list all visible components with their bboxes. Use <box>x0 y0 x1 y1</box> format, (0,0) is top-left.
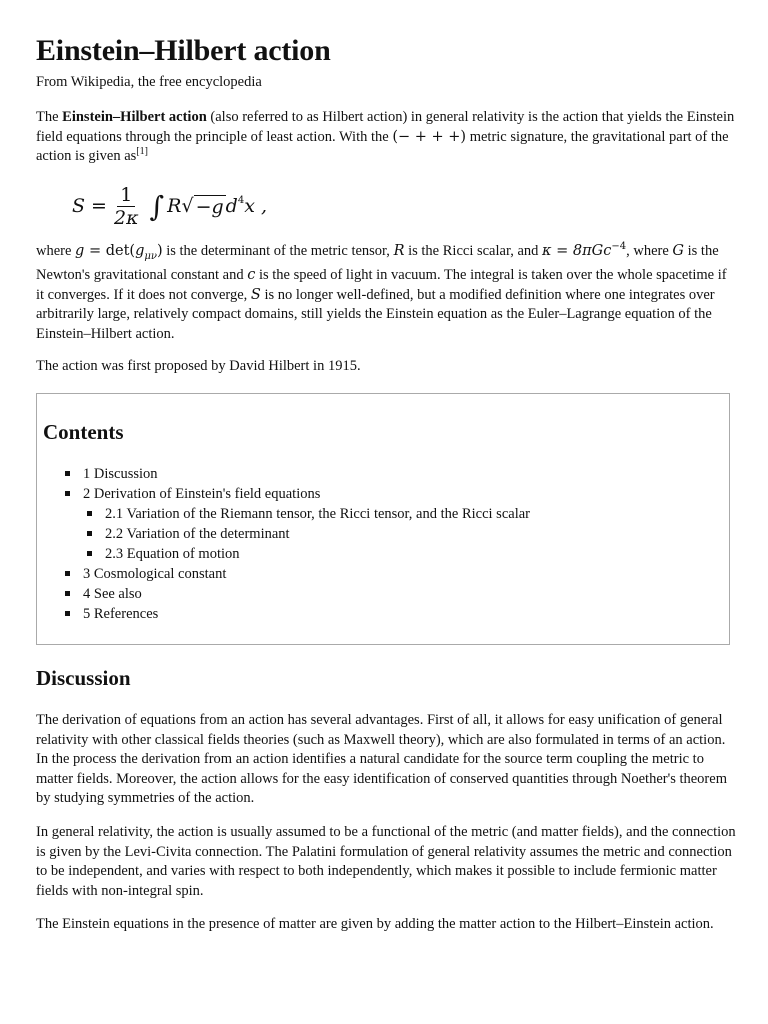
toc-item-references[interactable]: 5 References <box>65 604 530 624</box>
toc-sublist <box>65 504 530 564</box>
section-heading-discussion: Discussion <box>36 666 131 690</box>
metric-signature: (− + + +) <box>392 128 467 145</box>
toc-item-derivation[interactable]: 2 Derivation of Einstein's field equations <box>65 484 530 504</box>
toc-title: Contents <box>43 420 124 444</box>
sqrt-body: −g <box>195 195 224 218</box>
toc-item-equation-of-motion[interactable]: 2.3 Equation of motion <box>87 544 530 564</box>
intro-paragraph-2: where $g = \det(g_{\mu\nu})$ is the determinant of the metric tensor, R is the Ricci scalar, and κ = 8πGc$^{-4}$, where G is the Newton's gravitational constant and c is the speed of light in vacuum. The integral is taken over the whole spacetime if it converges. If it does not converge, S is no longer well-defined, but a modified definition where one integrates over arbitrarily large, relatively compact domains, still yields the Einstein equation as the Euler–Lagrange equation of the Einstein–Hilbert action. <box>36 241 727 342</box>
toc-item-discussion[interactable]: 1 Discussion <box>65 464 530 484</box>
table-of-contents <box>36 393 730 645</box>
toc-item-cosmological-constant[interactable]: 3 Cosmological constant <box>65 564 530 584</box>
toc-item-variation-riemann[interactable]: 2.1 Variation of the Riemann tensor, the Ricci tensor, and the Ricci scalar <box>87 504 530 524</box>
toc-list <box>65 464 530 624</box>
sqrt-sign: √ <box>181 195 194 217</box>
intro-paragraph-3: The action was first proposed by David Hilbert in 1915. <box>36 358 361 374</box>
action-equation: S = $\frac{1}{2\kappa}$ ∫ R √ −g d 4 x , <box>72 183 267 229</box>
discussion-paragraph-3: The Einstein equations in the presence of matter are given by adding the matter action to the Hilbert–Einstein action. <box>36 916 714 932</box>
discussion-paragraph-2: In general relativity, the action is usually assumed to be a functional of the metric (and matter fields), and the connection is given by the Levi-Civita connection. The Palatini formulation of general relativity assumes the metric and connection to be independent, and varies with respect to both independently, which makes it possible to include fermionic matter fields with non-integral spin. <box>36 824 736 899</box>
integral-sign: ∫ <box>149 189 165 223</box>
page-title: Einstein–Hilbert action <box>36 34 331 67</box>
bold-term: Einstein–Hilbert action <box>62 109 207 125</box>
reference-link[interactable]: [1] <box>136 146 148 158</box>
page-subtitle: From Wikipedia, the free encyclopedia <box>36 74 262 90</box>
intro-paragraph-1: The Einstein–Hilbert action (also referred to as Hilbert action) in general relativity is the action that yields the Einstein field equations through the principle of least action. With the (− + + +) metric signature, the gravitational part of the action is given as[1] <box>36 109 735 164</box>
fraction: $\frac{1}{2\kappa}$ <box>113 183 139 229</box>
toc-item-see-also[interactable]: 4 See also <box>65 584 530 604</box>
toc-item-variation-determinant[interactable]: 2.2 Variation of the determinant <box>87 524 530 544</box>
discussion-paragraph-1: The derivation of equations from an action has several advantages. First of all, it allows for easy unification of general relativity with other classical fields theories (such as Maxwell theory), which are also formulated in terms of an action. In the process the derivation from an action identifies a natural candidate for the source term coupling the metric to matter fields. Moreover, the action allows for the easy identification of conserved quantities through Noether's theorem by studying symmetries of the action. <box>36 712 727 806</box>
